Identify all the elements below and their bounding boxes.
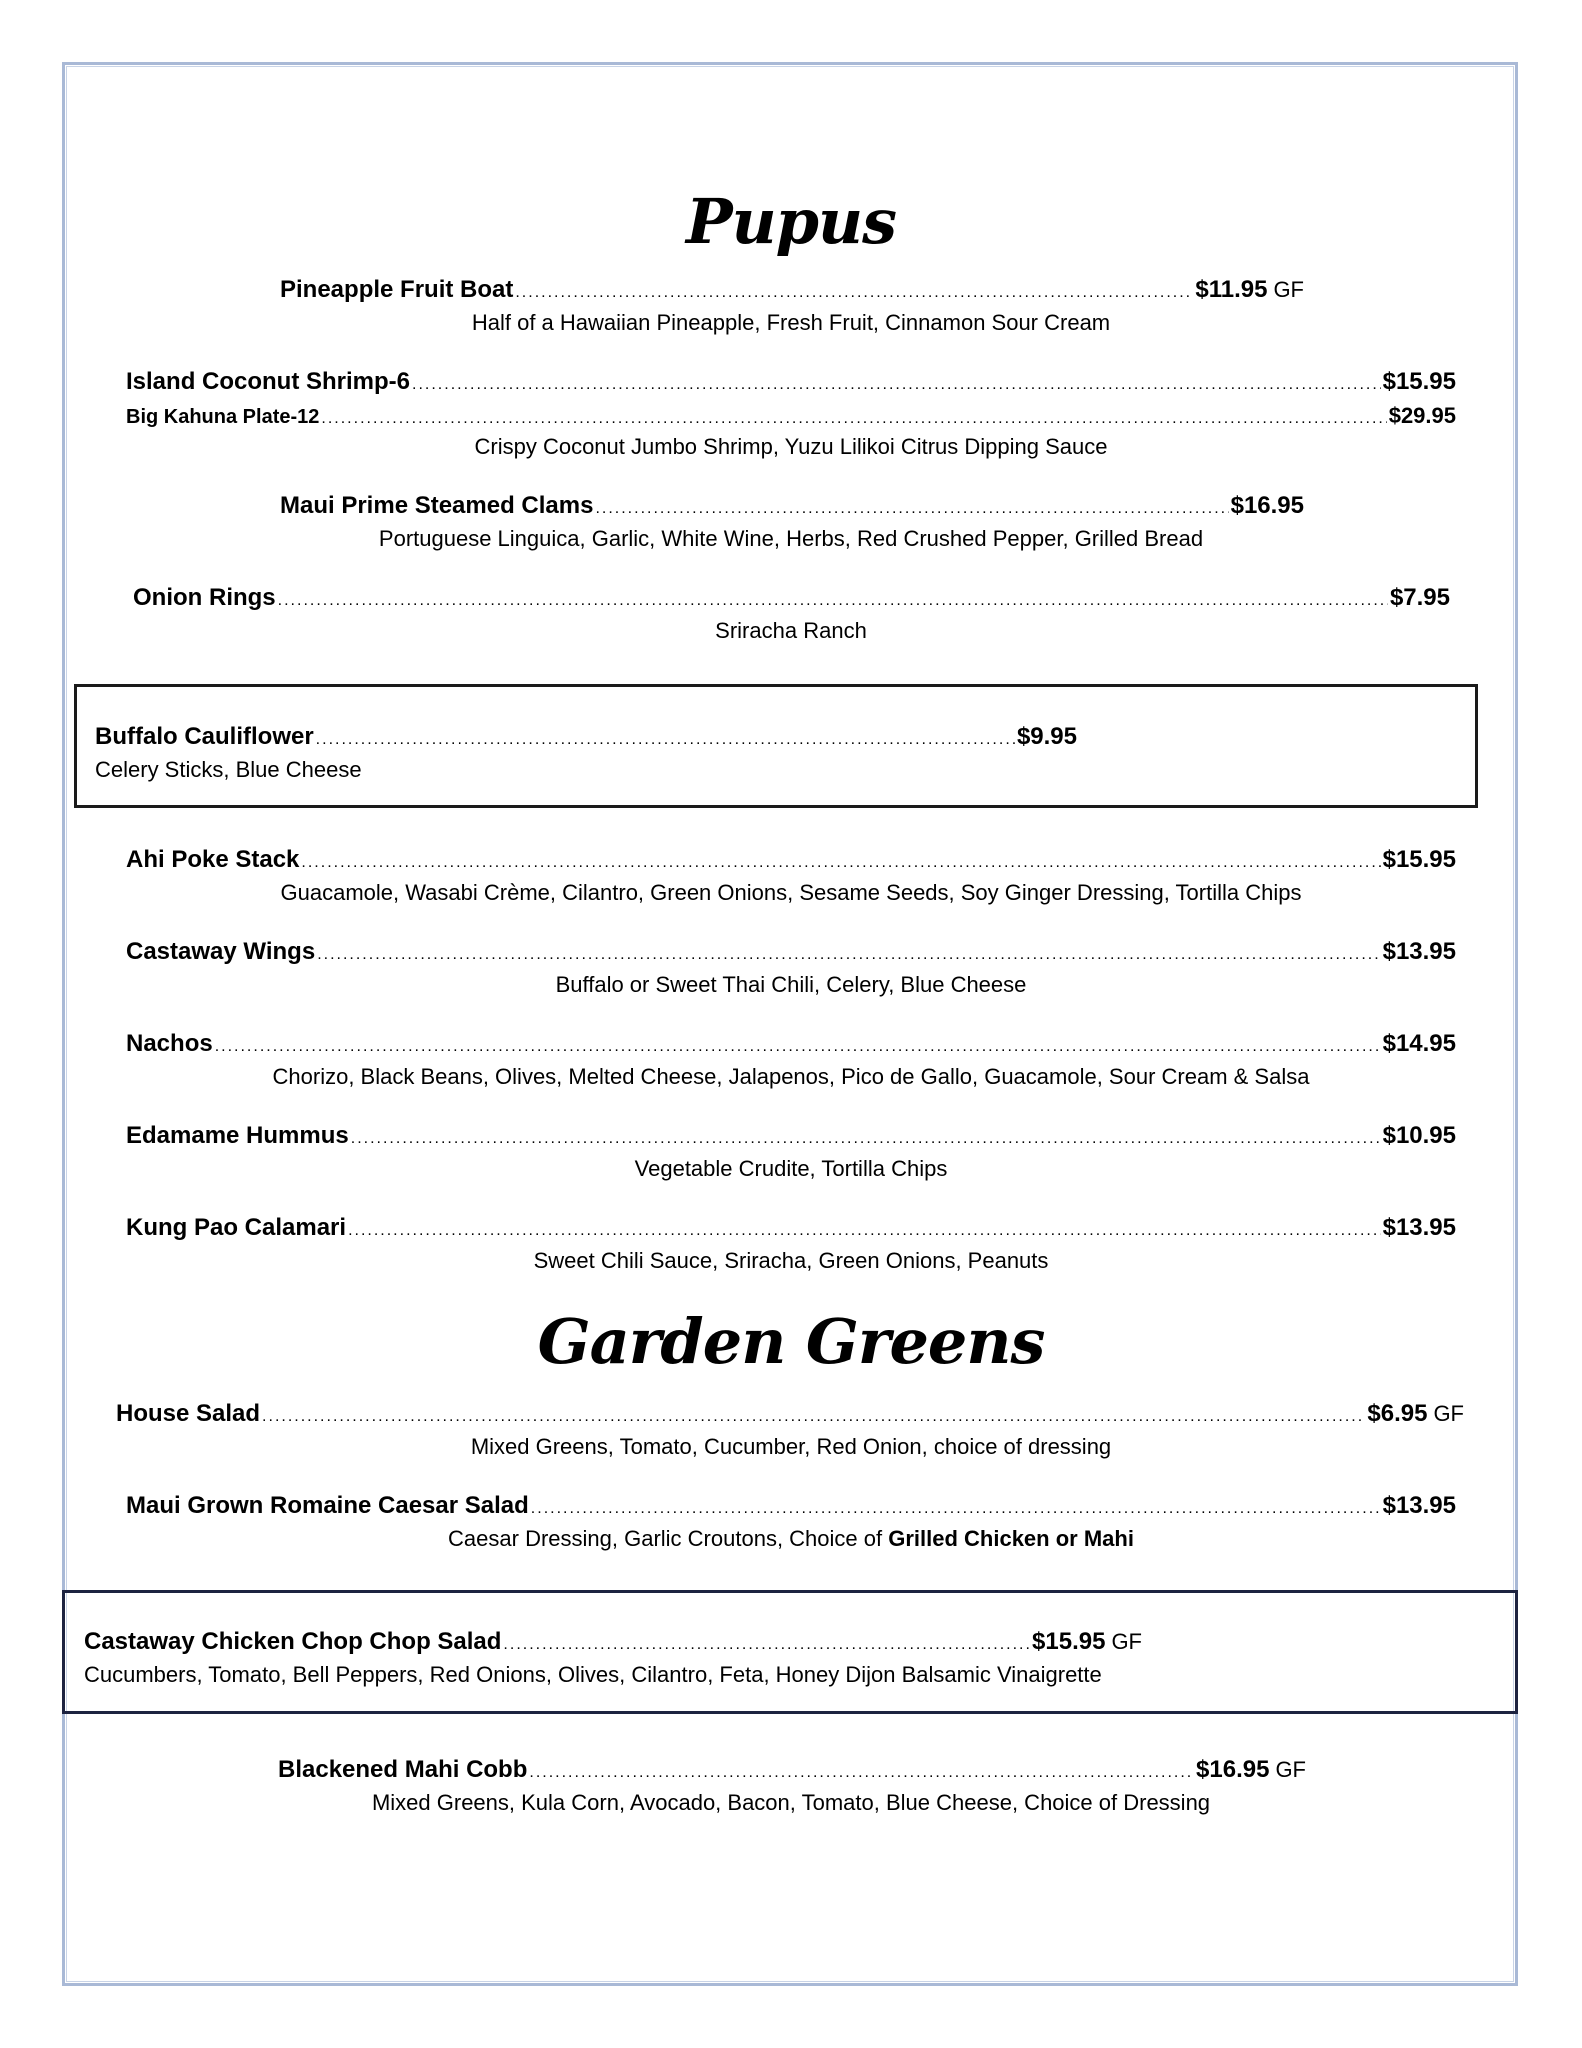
item-name: Castaway Chicken Chop Chop Salad [84, 1628, 502, 1655]
item-price: $13.95 [1382, 1214, 1456, 1241]
leader-dots [351, 1130, 1381, 1148]
item-name: Maui Prime Steamed Clams [280, 492, 594, 519]
item-price: $15.95 [1382, 846, 1456, 873]
item-name: Big Kahuna Plate-12 [126, 406, 320, 428]
item-description: Chorizo, Black Beans, Olives, Melted Cheese, Jalapenos, Pico de Gallo, Guacamole, Sour Cream & Salsa [272, 1064, 1310, 1089]
menu-item-big-kahuna-plate [126, 403, 1456, 429]
item-description: Half of a Hawaiian Pineapple, Fresh Fruit, Cinnamon Sour Cream [471, 310, 1111, 335]
item-name: Blackened Mahi Cobb [278, 1756, 528, 1783]
leader-dots [503, 1636, 1030, 1654]
item-price: $13.95 [1382, 938, 1456, 965]
leader-dots [262, 1408, 1365, 1426]
leader-dots [215, 1038, 1381, 1056]
item-name: Edamame Hummus [126, 1122, 349, 1149]
menu-item-buffalo-cauliflower [95, 723, 1077, 751]
leader-dots [278, 592, 1388, 610]
item-price: $16.95 [1230, 492, 1304, 519]
item-description: Celery Sticks, Blue Cheese [95, 757, 362, 782]
menu-item-edamame-hummus [126, 1122, 1456, 1150]
item-name: Onion Rings [133, 584, 276, 611]
menu-item-steamed-clams [280, 492, 1304, 520]
item-price: $13.95 [1382, 1492, 1456, 1519]
gluten-free-label: GF [1273, 277, 1304, 302]
item-description: Buffalo or Sweet Thai Chili, Celery, Blue Cheese [555, 972, 1027, 997]
leader-dots [515, 284, 1193, 302]
menu-item-castaway-wings [126, 938, 1456, 966]
item-name: Ahi Poke Stack [126, 846, 300, 873]
gluten-free-label: GF [1275, 1757, 1306, 1782]
item-description: Guacamole, Wasabi Crème, Cilantro, Green Onions, Sesame Seeds, Soy Ginger Dressing, Tortilla Chips [280, 880, 1302, 905]
leader-dots [317, 946, 1380, 964]
menu-item-blackened-mahi-cobb [278, 1756, 1306, 1784]
leader-dots [529, 1764, 1194, 1782]
item-price: $7.95 [1389, 584, 1450, 611]
item-name: Buffalo Cauliflower [95, 723, 314, 750]
leader-dots [301, 854, 1380, 872]
leader-dots [348, 1222, 1381, 1240]
menu-item-caesar-salad [126, 1492, 1456, 1520]
leader-dots [316, 731, 1015, 749]
section-title-pupus: Pupus [685, 185, 897, 258]
item-name: Nachos [126, 1030, 213, 1057]
leader-dots [412, 376, 1381, 394]
menu-item-island-coconut-shrimp [126, 368, 1456, 396]
leader-dots [595, 500, 1228, 518]
item-price: $6.95 [1367, 1400, 1428, 1427]
item-price: $10.95 [1382, 1122, 1456, 1149]
item-name: House Salad [116, 1400, 261, 1427]
menu-item-pineapple-fruit-boat [280, 276, 1304, 304]
description-text: Caesar Dressing, Garlic Croutons, Choice of [448, 1526, 889, 1551]
menu-item-house-salad [116, 1400, 1464, 1428]
item-description: Cucumbers, Tomato, Bell Peppers, Red Onions, Olives, Cilantro, Feta, Honey Dijon Balsamic Vinaigrette [84, 1662, 1102, 1687]
item-price: $29.95 [1388, 403, 1456, 428]
item-price: $14.95 [1382, 1030, 1456, 1057]
item-description [0, 1526, 1582, 1552]
menu-item-onion-rings [133, 584, 1450, 612]
item-name: Maui Grown Romaine Caesar Salad [126, 1492, 529, 1519]
menu-item-nachos [126, 1030, 1456, 1058]
item-description: Crispy Coconut Jumbo Shrimp, Yuzu Lilikoi Citrus Dipping Sauce [474, 434, 1108, 459]
menu-item-ahi-poke-stack [126, 846, 1456, 874]
leader-dots [321, 410, 1386, 428]
item-name: Kung Pao Calamari [126, 1214, 347, 1241]
menu-item-kung-pao-calamari [126, 1214, 1456, 1242]
item-description: Vegetable Crudite, Tortilla Chips [634, 1156, 948, 1181]
leader-dots [531, 1500, 1381, 1518]
item-description: Mixed Greens, Tomato, Cucumber, Red Onion, choice of dressing [470, 1434, 1112, 1459]
item-price: $9.95 [1016, 723, 1077, 750]
item-price: $15.95 [1032, 1628, 1106, 1655]
item-description: Sriracha Ranch [715, 618, 867, 643]
item-price: $16.95 [1196, 1756, 1270, 1783]
section-title-garden-greens: Garden Greens [537, 1305, 1045, 1378]
item-price: $11.95 [1195, 276, 1268, 303]
gluten-free-label: GF [1433, 1401, 1464, 1426]
description-bold-text: Grilled Chicken or Mahi [888, 1526, 1134, 1551]
gluten-free-label: GF [1111, 1629, 1142, 1654]
item-name: Castaway Wings [126, 938, 316, 965]
item-name: Pineapple Fruit Boat [280, 276, 514, 303]
menu-item-chop-chop-salad [84, 1628, 1142, 1656]
item-description: Portuguese Linguica, Garlic, White Wine, Herbs, Red Crushed Pepper, Grilled Bread [378, 526, 1204, 551]
item-description: Mixed Greens, Kula Corn, Avocado, Bacon, Tomato, Blue Cheese, Choice of Dressing [371, 1790, 1211, 1815]
item-description: Sweet Chili Sauce, Sriracha, Green Onions, Peanuts [533, 1248, 1049, 1273]
item-name: Island Coconut Shrimp-6 [126, 368, 411, 395]
item-price: $15.95 [1382, 368, 1456, 395]
